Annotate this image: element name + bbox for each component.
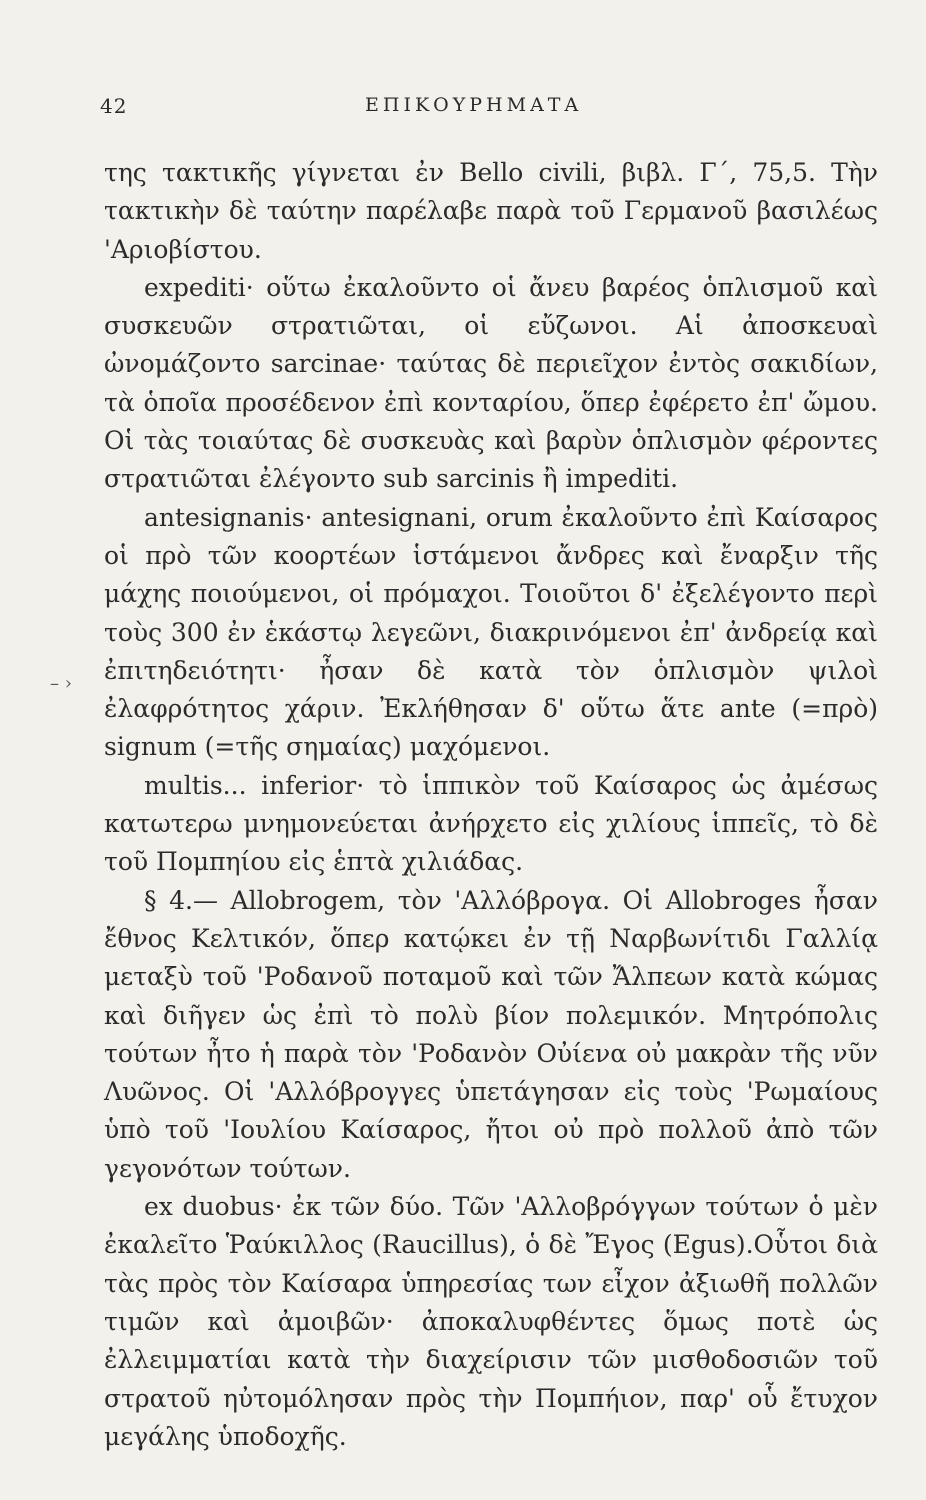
page-number: 42 <box>100 94 128 118</box>
paragraph-expediti: expediti· οὕτω ἐκαλοῦντο οἱ ἄνευ βαρέος ὁπλισμοῦ καὶ συσκευῶν στρατιῶται, οἱ εὔζωνοι. Αἱ ἀποσκευαὶ ὠνομάζοντο sarcinae· ταύτας δὲ περιεῖχον ἐντὸς σακιδίων, τὰ ὁποῖα προσέδενον ἐπὶ κονταρίου, ὅπερ ἐφέρετο ἐπ' ὤμου. Οἱ τὰς τοιαύτας δὲ συσκευὰς καὶ βαρὺν ὁπλισμὸν φέροντες στρατιῶται ἐλέγοντο sub sarcinis ἢ impediti. <box>104 272 878 494</box>
paragraph-antesignanis: antesignanis· antesignani, orum ἐκαλοῦντο ἐπὶ Καίσαρος οἱ πρὸ τῶν κοορτέων ἱστάμενοι ἄνδρες καὶ ἔναρξιν τῆς μάχης ποιούμενοι, οἱ πρόμαχοι. Τοιοῦτοι δ' ἐξελέγοντο περὶ τοὺς 300 ἐν ἑκάστῳ λεγεῶνι, διακρινόμενοι ἐπ' ἀνδρείᾳ καὶ ἐπιτηδειότητι· ἦσαν δὲ κατὰ τὸν ὁπλισμὸν ψιλοὶ ἐλαφρότητος χάριν. Ἐκλήθησαν δ' οὕτω ἅτε ante (=πρὸ) signum (=τῆς σημαίας) μαχόμενοι. <box>104 502 878 762</box>
body-text <box>104 154 878 1456</box>
page-header <box>100 94 880 124</box>
running-head: ΕΠΙΚΟΥΡΗΜΑΤΑ <box>365 94 583 116</box>
paragraph-continuation: της τακτικῆς γίγνεται ἐν Bello civili, βιβλ. Γ΄, 75,5. Τὴν τακτικὴν δὲ ταύτην παρέλαβε παρὰ τοῦ Γερμανοῦ βασιλέως 'Αριοβίστου. <box>104 158 878 264</box>
margin-mark: – › <box>50 673 72 694</box>
paragraph-ex-duobus: ex duobus· ἐκ τῶν δύο. Τῶν 'Αλλοβρόγγων τούτων ὁ μὲν ἐκαλεῖτο Ῥαύκιλλος (Raucillus), ὁ δὲ Ἔγος (Egus).Οὗτοι διὰ τὰς πρὸς τὸν Καίσαρα ὑπηρεσίας των εἶχον ἀξιωθῆ πολλῶν τιμῶν καὶ ἀμοιβῶν· ἀποκαλυφθέντες ὅμως ποτὲ ὡς ἐλλειμματίαι κατὰ τὴν διαχείρισιν τῶν μισθοδοσιῶν τοῦ στρατοῦ ηὐτομόλησαν πρὸς τὴν Πομπήιον, παρ' οὗ ἔτυχον μεγάλης ὑποδοχῆς. <box>104 1192 878 1451</box>
paragraph-multis: multis... inferior· τὸ ἱππικὸν τοῦ Καίσαρος ὡς ἀμέσως κατωτερω μνημονεύεται ἀνήρχετο εἰς χιλίους ἱππεῖς, τὸ δὲ τοῦ Πομπηίου εἰς ἑπτὰ χιλιάδας. <box>104 770 878 877</box>
paragraph-section-4: § 4.— Allobrogem, τὸν 'Αλλόβρογα. Οἱ Allobroges ἦσαν ἔθνος Κελτικόν, ὅπερ κατῴκει ἐν τῇ Ναρβωνίτιδι Γαλλίᾳ μεταξὺ τοῦ 'Ροδανοῦ ποταμοῦ καὶ τῶν Ἄλπεων κατὰ κώμας καὶ διῆγεν ὡς ἐπὶ τὸ πολὺ βίον πολεμικόν. Μητρόπολις τούτων ἦτο ἡ παρὰ τὸν 'Ροδανὸν Οὐίενα οὐ μακρὰν τῆς νῦν Λυῶνος. Οἱ 'Αλλόβρογγες ὑπετάγησαν εἰς τοὺς 'Ρωμαίους ὑπὸ τοῦ 'Ιουλίου Καίσαρος, ἤτοι οὐ πρὸ πολλοῦ ἀπὸ τῶν γεγονότων τούτων. <box>104 885 878 1183</box>
